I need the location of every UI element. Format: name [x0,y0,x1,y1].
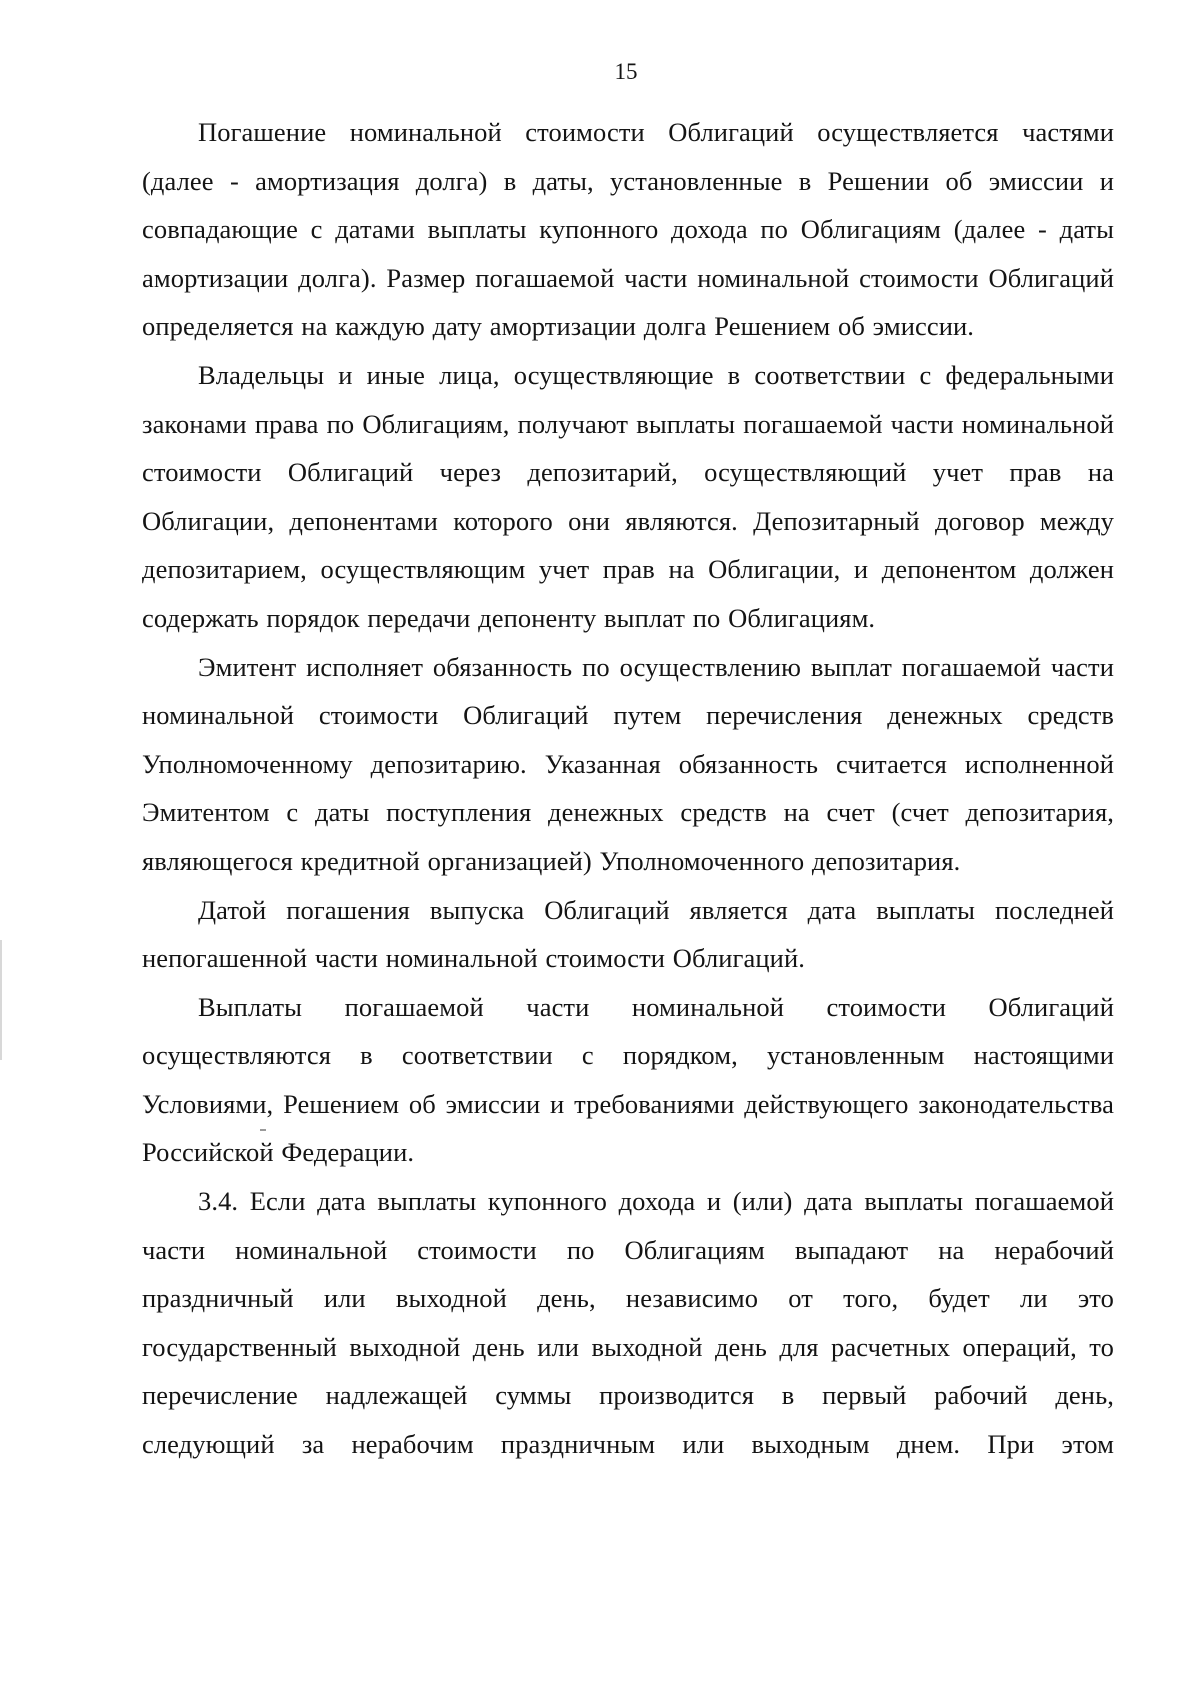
paragraph-owners-payments: Владельцы и иные лица, осуществляющие в соответствии с федеральными законами права по Облигациям, получают выплаты погашаемой части номинальной стоимости Облигаций через депозитарий, осуществляющий учет прав на Облигации, депонентами которого они являются. Депозитарный договор между депозитарием, осуществляющим учет прав на Облигации, и депонентом должен содержать порядок передачи депоненту выплат по Облигациям. [142,359,1114,633]
paragraph-amortization: Погашение номинальной стоимости Облигаций осуществляется частями (далее - амортизация долга) в даты, установленные в Решении об эмиссии и совпадающие с датами выплаты купонного дохода по Облигациям (далее - даты амортизации долга). Размер погашаемой части номинальной стоимости Облигаций определяется на каждую дату амортизации долга Решением об эмиссии. [142,117,1114,342]
document-body [142,108,1114,1469]
scan-edge-mark [0,940,2,1060]
page-number: 15 [614,59,638,84]
scan-speck [260,1129,266,1131]
paragraph-issuer-obligation: Эмитент исполняет обязанность по осуществлению выплат погашаемой части номинальной стоимости Облигаций путем перечисления денежных средств Уполномоченному депозитарию. Указанная обязанность считается исполненной Эмитентом с даты поступления денежных средств на счет (счет депозитария, являющегося кредитной организацией) Уполномоченного депозитария. [142,651,1114,876]
paragraph-payments-procedure: Выплаты погашаемой части номинальной стоимости Облигаций осуществляются в соответствии с порядком, установленным настоящими Условиями, Решением об эмиссии и требованиями действующего законодательства Российской Федерации. [142,991,1114,1168]
paragraph-redemption-date: Датой погашения выпуска Облигаций является дата выплаты последней непогашенной части номинальной стоимости Облигаций. [142,894,1114,974]
paragraph-section-3-4: 3.4. Если дата выплаты купонного дохода и (или) дата выплаты погашаемой части номинальной стоимости по Облигациям выпадают на нерабочий праздничный или выходной день, независимо от того, будет ли это государственный выходной день или выходной день для расчетных операций, то перечисление надлежащей суммы производится в первый рабочий день, следующий за нерабочим праздничным или выходным днем. При этом [142,1186,1114,1460]
